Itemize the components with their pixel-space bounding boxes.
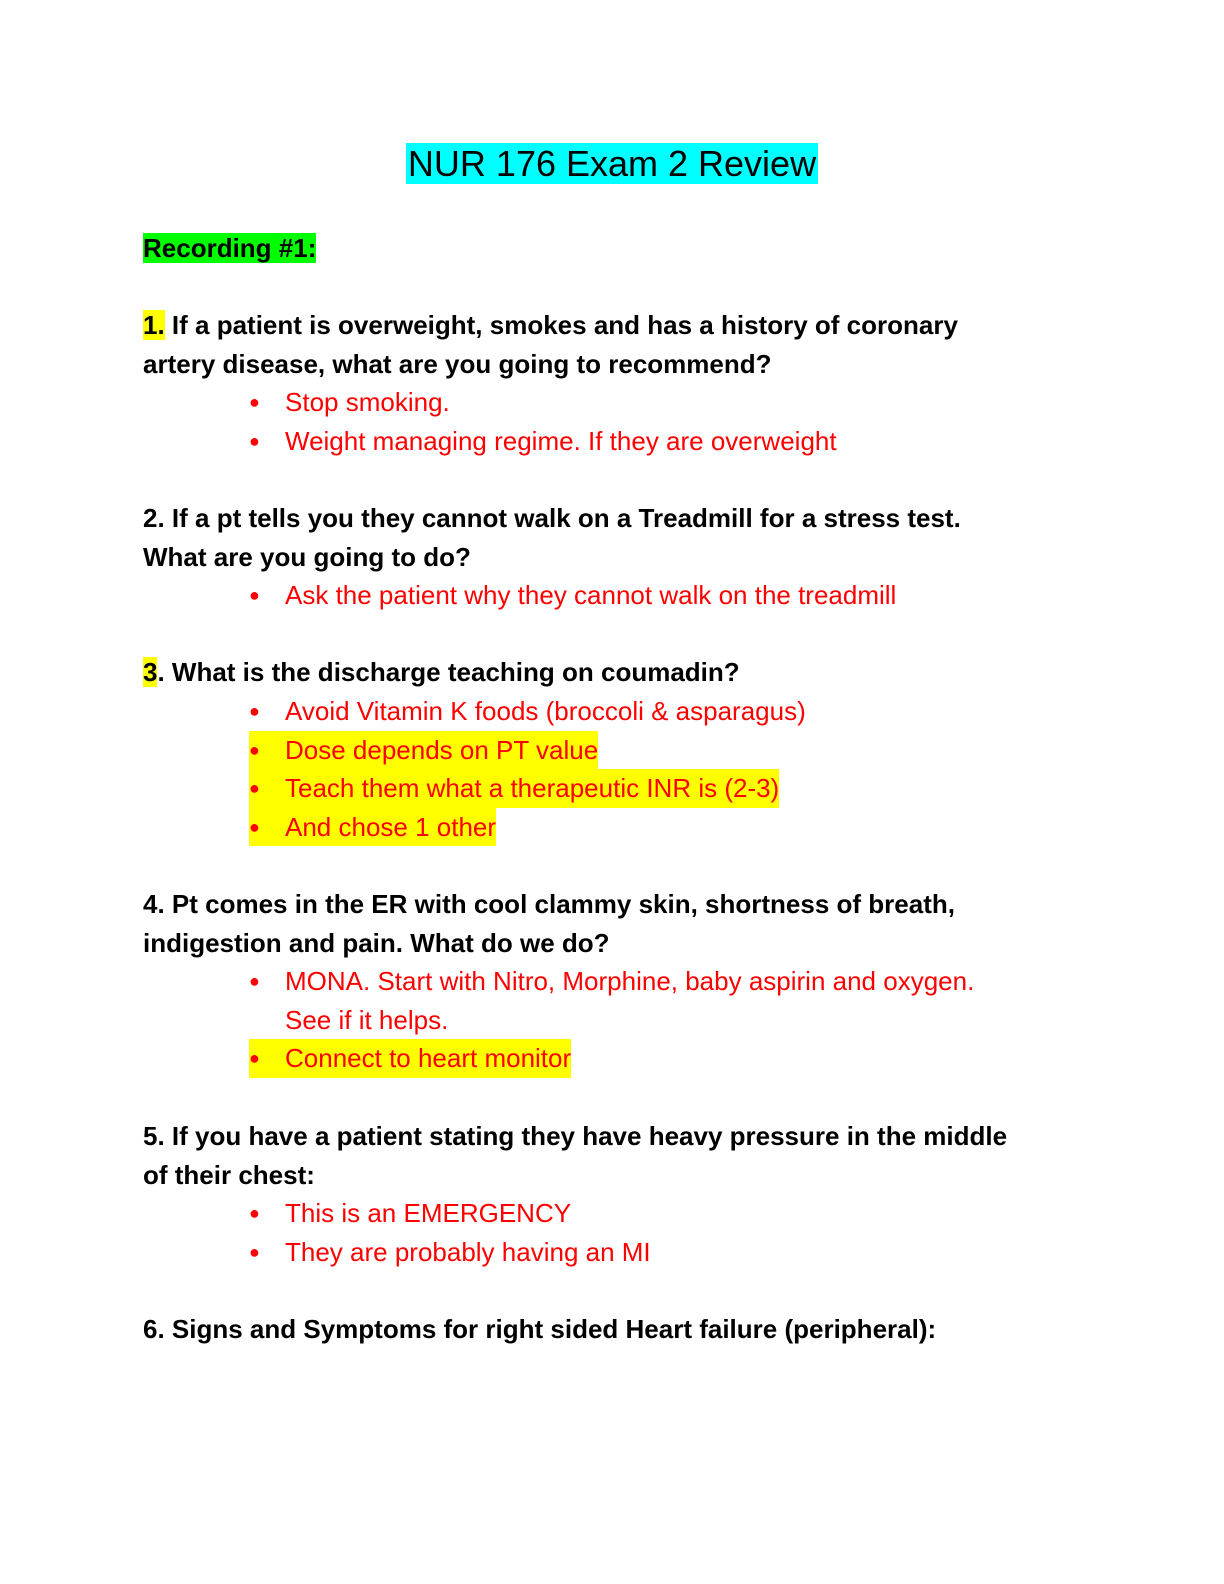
bullet-icon: ● bbox=[249, 971, 260, 991]
answer-item-highlighted bbox=[249, 808, 1069, 847]
bullet-icon: ● bbox=[249, 430, 260, 451]
question-3-answers bbox=[249, 692, 1069, 846]
answer-item-highlighted bbox=[249, 731, 1069, 770]
question-1 bbox=[143, 306, 1083, 383]
bullet-icon: ● bbox=[249, 701, 260, 721]
bullet-icon: ● bbox=[249, 585, 260, 605]
question-6-text-line1: Signs and Symptoms for right sided Heart failure (peripheral): bbox=[164, 1314, 937, 1344]
section-heading bbox=[143, 230, 316, 266]
bullet-icon: ● bbox=[249, 816, 260, 837]
question-5-number: 5. bbox=[143, 1121, 165, 1151]
question-5-text-line1: If you have a patient stating they have heavy pressure in the middle bbox=[164, 1121, 1008, 1151]
question-6 bbox=[143, 1310, 1083, 1349]
answer-text: This is an EMERGENCY bbox=[285, 1198, 572, 1228]
highlight-mark bbox=[249, 808, 496, 847]
question-2-number: 2. bbox=[143, 503, 165, 533]
question-2 bbox=[143, 499, 1083, 576]
question-1-answers bbox=[249, 383, 1069, 460]
answer-item bbox=[249, 962, 1069, 1039]
question-4-number: 4. bbox=[143, 889, 165, 919]
answer-text: Weight managing regime. If they are overweight bbox=[285, 425, 837, 456]
question-3 bbox=[143, 653, 1083, 692]
answer-text-continued: See if it helps. bbox=[285, 1004, 449, 1035]
question-5-text-line2: of their chest: bbox=[143, 1159, 315, 1190]
answer-text: Avoid Vitamin K foods (broccoli & asparagus) bbox=[285, 696, 806, 726]
answer-item-highlighted bbox=[249, 1039, 1069, 1078]
section-heading-text: Recording #1: bbox=[143, 233, 317, 263]
answer-text: Teach them what a therapeutic INR is (2-3) bbox=[285, 773, 780, 803]
bullet-icon: ● bbox=[249, 1048, 260, 1068]
question-4-answers bbox=[249, 962, 1069, 1078]
question-3-number: 3 bbox=[143, 657, 158, 687]
question-5 bbox=[143, 1117, 1083, 1194]
answer-text: They are probably having an MI bbox=[285, 1236, 651, 1267]
question-4 bbox=[143, 885, 1083, 962]
highlight-mark bbox=[249, 731, 598, 770]
page-title: NUR 176 Exam 2 Review bbox=[407, 143, 817, 184]
highlight-mark bbox=[249, 1039, 571, 1078]
answer-item bbox=[249, 1194, 1069, 1233]
answer-text: Dose depends on PT value bbox=[285, 734, 599, 765]
answer-item bbox=[249, 383, 1069, 422]
bullet-icon: ● bbox=[249, 392, 260, 412]
answer-item bbox=[249, 1233, 1069, 1272]
question-1-number: 1. bbox=[143, 310, 165, 340]
question-6-number: 6. bbox=[143, 1314, 165, 1344]
question-1-text-line1: If a patient is overweight, smokes and has a history of coronary bbox=[164, 310, 958, 340]
answer-text: MONA. Start with Nitro, Morphine, baby aspirin and oxygen. bbox=[285, 966, 975, 996]
answer-text: Stop smoking. bbox=[285, 387, 450, 417]
question-2-text-line2: What are you going to do? bbox=[143, 541, 471, 572]
answer-text: Ask the patient why they cannot walk on the treadmill bbox=[285, 580, 897, 610]
answer-item-highlighted bbox=[249, 769, 1069, 808]
highlight-mark bbox=[249, 769, 779, 808]
answer-item bbox=[249, 422, 1069, 461]
question-4-text-line1: Pt comes in the ER with cool clammy skin, shortness of breath, bbox=[164, 889, 955, 919]
bullet-icon: ● bbox=[249, 1241, 260, 1262]
question-2-text-line1: If a pt tells you they cannot walk on a Treadmill for a stress test. bbox=[164, 503, 961, 533]
bullet-icon: ● bbox=[249, 778, 260, 798]
answer-item bbox=[249, 576, 1069, 615]
answer-item bbox=[249, 692, 1069, 731]
answer-text: Connect to heart monitor bbox=[285, 1043, 572, 1073]
question-5-answers bbox=[249, 1194, 1069, 1271]
bullet-icon: ● bbox=[249, 739, 260, 760]
question-1-text-line2: artery disease, what are you going to recommend? bbox=[143, 348, 772, 379]
bullet-icon: ● bbox=[249, 1203, 260, 1223]
title-row bbox=[0, 141, 1224, 195]
answer-text: And chose 1 other bbox=[285, 811, 497, 842]
question-4-text-line2: indigestion and pain. What do we do? bbox=[143, 927, 610, 958]
question-2-answers bbox=[249, 576, 1069, 615]
question-3-text-line1: . What is the discharge teaching on coumadin? bbox=[157, 657, 740, 687]
